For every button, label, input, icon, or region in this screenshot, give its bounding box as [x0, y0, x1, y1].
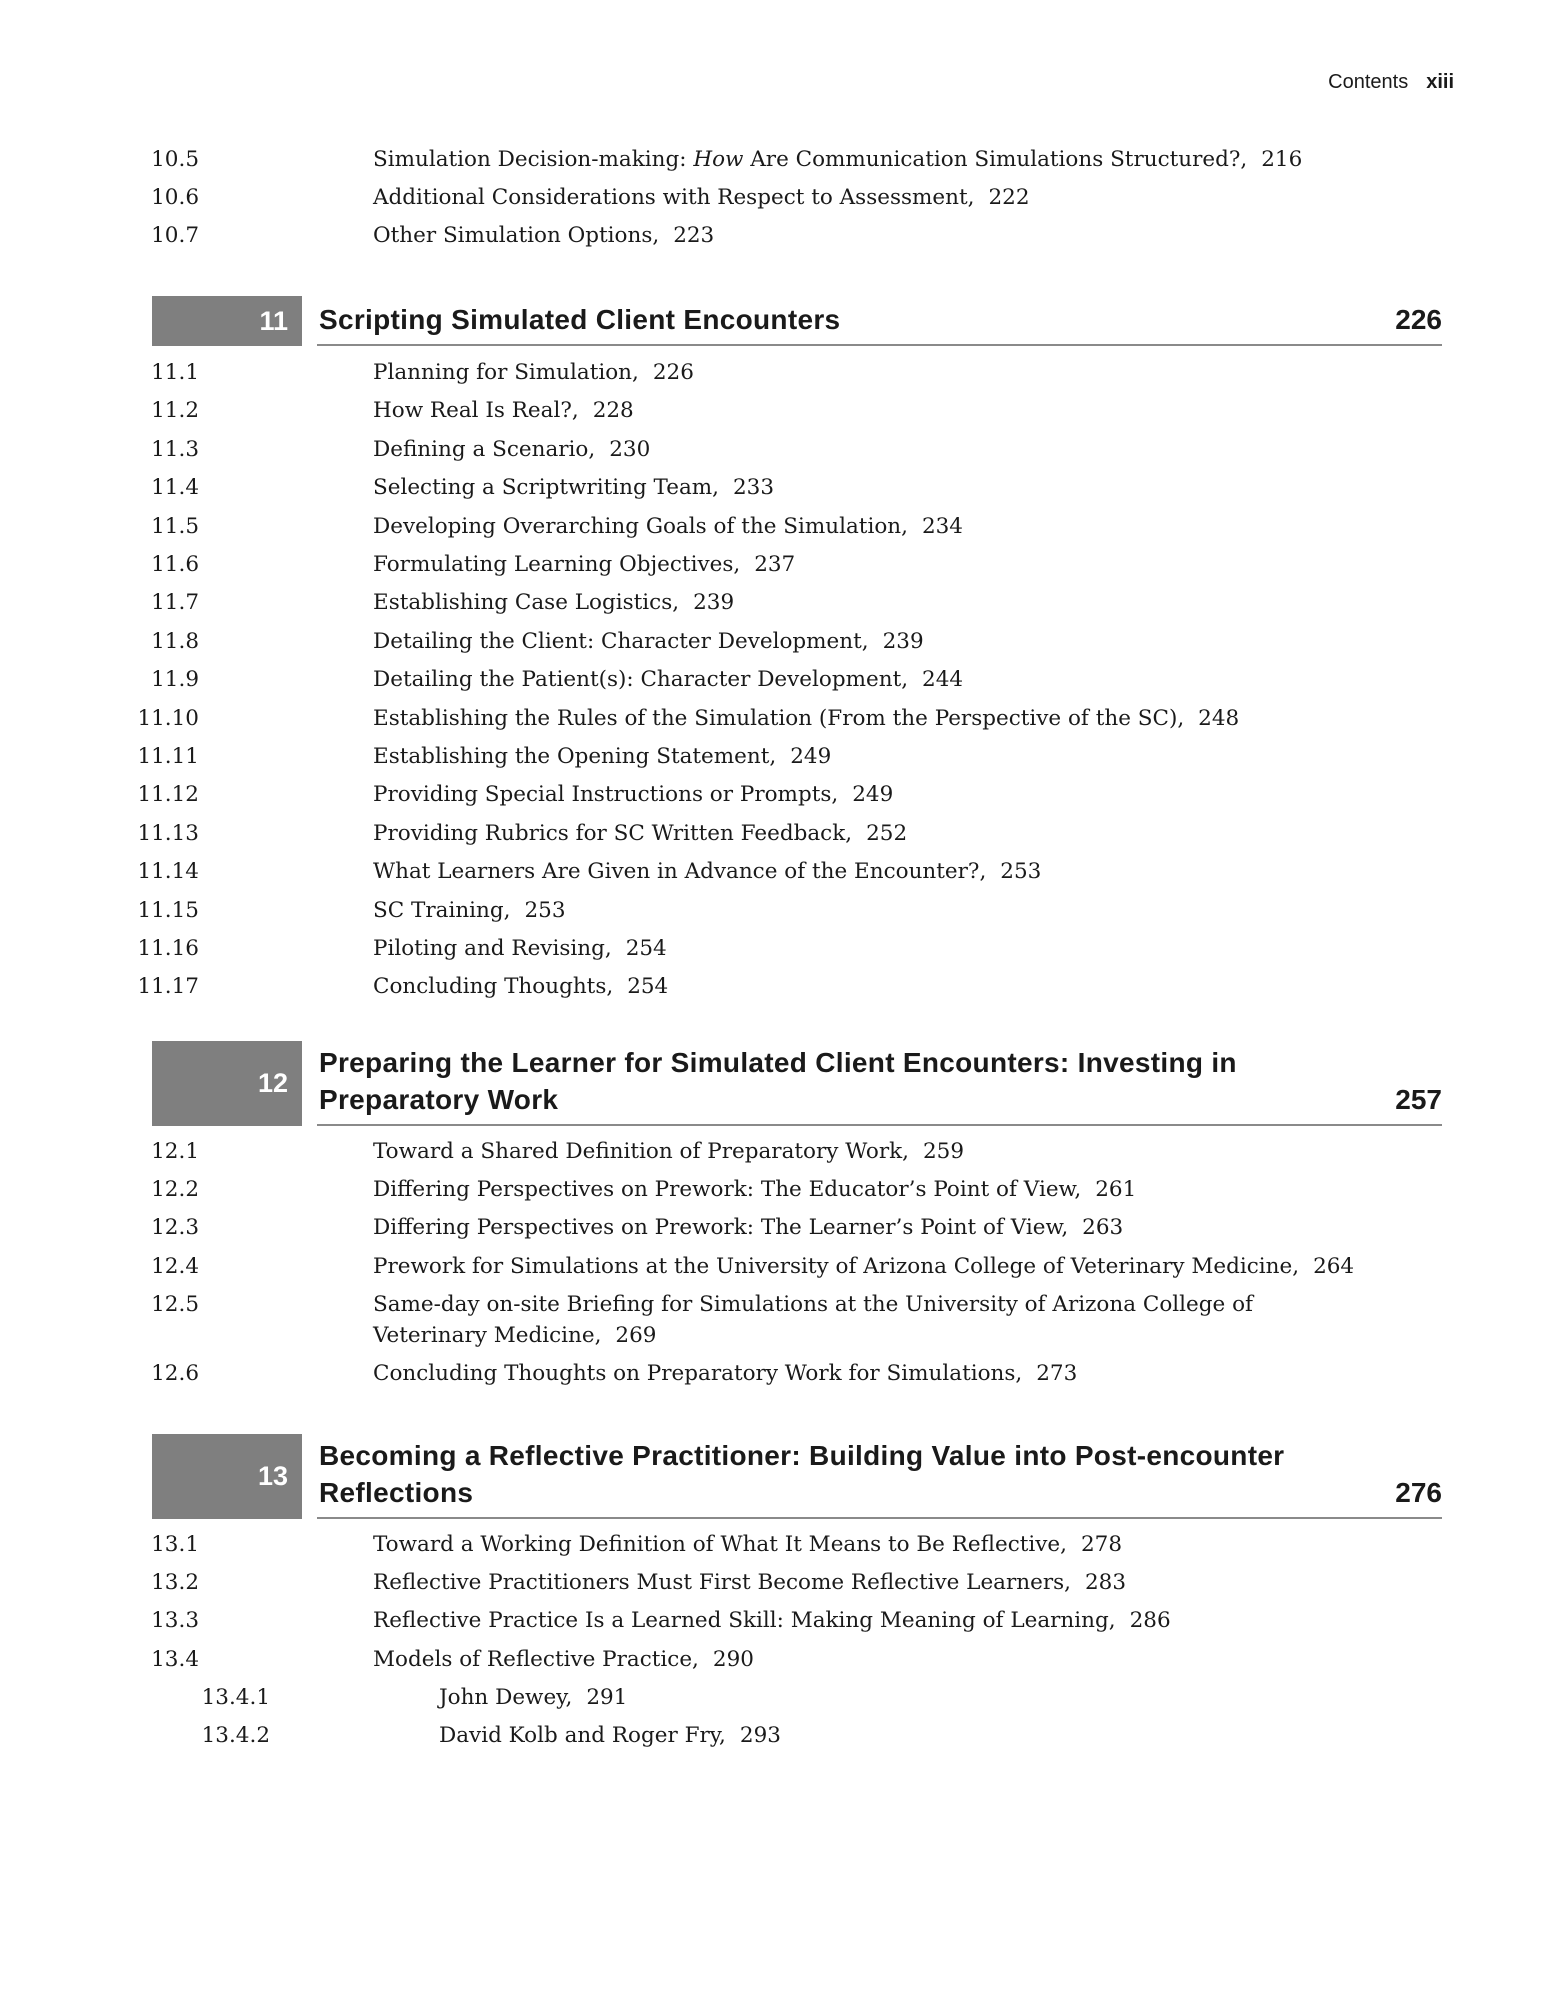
toc-entry[interactable] — [0, 1358, 1400, 1396]
entry-title: Detailing the Patient(s): Character Development, 244 — [373, 667, 964, 693]
entry-page: 261 — [1095, 1177, 1137, 1203]
chapter-title: Preparing the Learner for Simulated Client Encounters: Investing in Preparatory Work — [319, 1047, 1237, 1115]
entry-number: 11.14 — [137, 859, 199, 885]
entry-page: 291 — [586, 1684, 628, 1710]
entry-title: Concluding Thoughts, 254 — [373, 974, 669, 1000]
entry-number: 11.15 — [137, 897, 199, 923]
entry-page: 253 — [524, 897, 566, 923]
toc-entry[interactable] — [0, 933, 1400, 971]
entry-title: Establishing the Rules of the Simulation (From the Perspective of the SC), 248 — [373, 705, 1240, 731]
entry-title: Selecting a Scriptwriting Team, 233 — [373, 475, 775, 501]
entry-number: 12.3 — [151, 1215, 199, 1241]
entry-title: Concluding Thoughts on Preparatory Work for Simulations, 273 — [373, 1361, 1078, 1386]
entry-title: Reflective Practice Is a Learned Skill: Making Meaning of Learning, 286 — [373, 1608, 1171, 1634]
entry-title: Additional Considerations with Respect to Assessment, 222 — [373, 185, 1030, 210]
entry-page: 264 — [1313, 1253, 1355, 1279]
toc-entry[interactable] — [0, 472, 1400, 510]
entry-number: 10.6 — [151, 185, 199, 210]
entry-title: SC Training, 253 — [373, 897, 566, 923]
entry-page: 269 — [615, 1322, 657, 1348]
toc-entry[interactable] — [0, 1529, 1400, 1567]
entry-page: 249 — [790, 744, 832, 769]
toc-entry[interactable] — [0, 703, 1400, 741]
toc-entry[interactable] — [0, 182, 1400, 220]
entry-number: 11.11 — [137, 744, 199, 769]
toc-entry[interactable] — [0, 220, 1400, 258]
toc-entry[interactable] — [0, 1567, 1400, 1605]
toc-entry[interactable] — [0, 434, 1400, 472]
toc-entry[interactable] — [0, 1289, 1400, 1357]
chapter-page: 226 — [1395, 304, 1442, 335]
entry-page: 234 — [921, 513, 963, 539]
entry-number: 13.2 — [151, 1570, 199, 1596]
toc-entry[interactable] — [0, 664, 1400, 702]
toc-entry[interactable] — [0, 549, 1400, 587]
toc-entry[interactable] — [0, 895, 1400, 933]
entry-title: Establishing the Opening Statement, 249 — [373, 744, 832, 769]
toc-entry[interactable] — [0, 856, 1400, 894]
entry-number: 12.1 — [151, 1139, 199, 1164]
entry-page: 253 — [1000, 859, 1042, 885]
chapter-heading[interactable] — [152, 1434, 1442, 1519]
entry-page: 290 — [712, 1646, 754, 1672]
entry-title: What Learners Are Given in Advance of the Encounter?, 253 — [373, 859, 1042, 885]
entry-page: 273 — [1036, 1361, 1078, 1386]
entry-page: 239 — [882, 628, 924, 654]
chapter-page: 257 — [1395, 1084, 1442, 1115]
entry-page: 230 — [609, 436, 651, 462]
toc-entry[interactable] — [0, 741, 1400, 779]
entry-title: Providing Rubrics for SC Written Feedback, 252 — [373, 820, 908, 846]
entry-page: 233 — [732, 475, 775, 501]
toc-entry[interactable] — [0, 626, 1400, 664]
toc-entry[interactable] — [0, 1605, 1400, 1643]
chapter-page: 276 — [1395, 1477, 1442, 1508]
entry-page: 223 — [673, 223, 715, 248]
entry-title: How Real Is Real?, 228 — [373, 398, 634, 424]
entry-page: 239 — [693, 590, 735, 616]
entry-title: Planning for Simulation, 226 — [373, 360, 694, 385]
toc-entry[interactable] — [0, 587, 1400, 625]
entry-number: 11.2 — [151, 398, 199, 424]
entry-title: Reflective Practitioners Must First Become Reflective Learners, 283 — [373, 1570, 1127, 1596]
entry-number: 11.5 — [151, 513, 199, 539]
entry-title: Defining a Scenario, 230 — [373, 436, 651, 462]
entry-page: 226 — [652, 360, 694, 385]
entry-title: David Kolb and Roger Fry, 293 — [439, 1723, 781, 1748]
entry-number: 11.7 — [151, 590, 199, 616]
entry-number: 12.5 — [151, 1291, 199, 1317]
toc-entry[interactable] — [0, 1174, 1400, 1212]
toc-entry[interactable] — [0, 1644, 1400, 1682]
entry-number: 11.8 — [151, 628, 199, 654]
entry-title: Piloting and Revising, 254 — [373, 936, 667, 961]
header-section-label: Contents — [1328, 71, 1409, 93]
entry-title: Detailing the Client: Character Development, 239 — [373, 628, 924, 654]
entry-title: Developing Overarching Goals of the Simulation, 234 — [373, 513, 963, 539]
entry-title: Providing Special Instructions or Prompts, 249 — [373, 782, 894, 808]
entry-page: 222 — [988, 185, 1030, 210]
chapter-title-bar — [317, 296, 1442, 346]
entry-number: 11.16 — [137, 936, 199, 961]
entry-page: 263 — [1082, 1215, 1124, 1241]
entry-page: 254 — [625, 936, 667, 961]
entry-number: 13.3 — [151, 1608, 199, 1634]
toc-entry[interactable] — [0, 1136, 1400, 1174]
entry-title: Prework for Simulations at the University of Arizona College of Veterinary Medicine, 264 — [373, 1253, 1355, 1279]
chapter-heading[interactable] — [152, 296, 1442, 346]
entry-page: 286 — [1129, 1608, 1171, 1634]
chapter-title-bar — [317, 1041, 1442, 1126]
entry-page: 252 — [866, 820, 908, 846]
entry-title: Differing Perspectives on Prework: The Educator’s Point of View, 261 — [373, 1177, 1137, 1203]
entry-number: 11.10 — [137, 705, 199, 731]
entry-number: 13.4 — [151, 1646, 199, 1672]
entry-page: 216 — [1261, 147, 1303, 172]
entry-title: Other Simulation Options, 223 — [373, 223, 715, 248]
entry-title: Differing Perspectives on Prework: The Learner’s Point of View, 263 — [373, 1215, 1124, 1241]
toc-entry[interactable] — [0, 357, 1400, 395]
chapter-title-bar — [317, 1434, 1442, 1519]
header-page-number: xiii — [1426, 71, 1454, 93]
entry-page: 259 — [922, 1139, 965, 1164]
entry-page: 254 — [627, 974, 669, 1000]
toc-entry[interactable] — [0, 779, 1400, 817]
toc-entry[interactable] — [0, 1212, 1400, 1250]
entry-page: 228 — [592, 398, 634, 424]
entry-number: 10.7 — [151, 223, 199, 248]
toc-entry[interactable] — [0, 818, 1400, 856]
entry-title: Models of Reflective Practice, 290 — [373, 1646, 754, 1672]
entry-number: 13.4.2 — [201, 1723, 270, 1748]
entry-number: 11.3 — [151, 436, 199, 462]
entry-number: 12.6 — [151, 1361, 199, 1386]
entry-title: John Dewey, 291 — [439, 1684, 628, 1710]
running-header — [1328, 71, 1454, 94]
entry-number: 12.2 — [151, 1177, 199, 1203]
entry-number: 13.4.1 — [201, 1684, 270, 1710]
entry-title: Establishing Case Logistics, 239 — [373, 590, 735, 616]
chapter-number: 11 — [152, 296, 302, 346]
chapter-number: 12 — [152, 1041, 302, 1126]
entry-page: 244 — [922, 667, 964, 693]
toc-entry[interactable] — [0, 1251, 1400, 1289]
entry-page: 249 — [852, 782, 894, 808]
toc-entry[interactable] — [0, 971, 1400, 1009]
entry-number: 12.4 — [151, 1253, 199, 1279]
toc-entry[interactable] — [0, 144, 1400, 182]
entry-title: Toward a Shared Definition of Preparatory Work, 259 — [373, 1139, 965, 1164]
entry-title: Toward a Working Definition of What It Means to Be Reflective, 278 — [373, 1532, 1123, 1557]
entry-page: 248 — [1198, 705, 1240, 731]
entry-title: Same-day on-site Briefing for Simulations at the University of Arizona College of Veterinary Medicine, 269 — [373, 1291, 1253, 1348]
entry-number: 11.1 — [151, 360, 199, 385]
chapter-number: 13 — [152, 1434, 302, 1519]
entry-number: 11.6 — [151, 552, 199, 577]
entry-page: 237 — [754, 552, 796, 577]
entry-number: 11.17 — [137, 974, 199, 1000]
toc-entry[interactable] — [0, 1720, 1400, 1758]
entry-number: 11.13 — [137, 820, 199, 846]
entry-number: 10.5 — [151, 147, 199, 172]
entry-title: Simulation Decision-making: How Are Communication Simulations Structured?, 216 — [373, 147, 1303, 172]
chapter-heading[interactable] — [152, 1041, 1442, 1126]
entry-number: 11.4 — [151, 475, 199, 501]
entry-title: Formulating Learning Objectives, 237 — [373, 552, 796, 577]
toc-entry[interactable] — [0, 395, 1400, 433]
entry-page: 278 — [1080, 1532, 1123, 1557]
entry-number: 11.9 — [151, 667, 199, 693]
entry-number: 13.1 — [151, 1532, 199, 1557]
entry-number: 11.12 — [137, 782, 199, 808]
chapter-title: Becoming a Reflective Practitioner: Building Value into Post-encounter Reflections — [319, 1440, 1285, 1508]
toc-entry[interactable] — [0, 1682, 1400, 1720]
entry-page: 293 — [739, 1723, 781, 1748]
toc-entry[interactable] — [0, 511, 1400, 549]
entry-page: 283 — [1084, 1570, 1127, 1596]
chapter-title: Scripting Simulated Client Encounters — [319, 304, 841, 335]
